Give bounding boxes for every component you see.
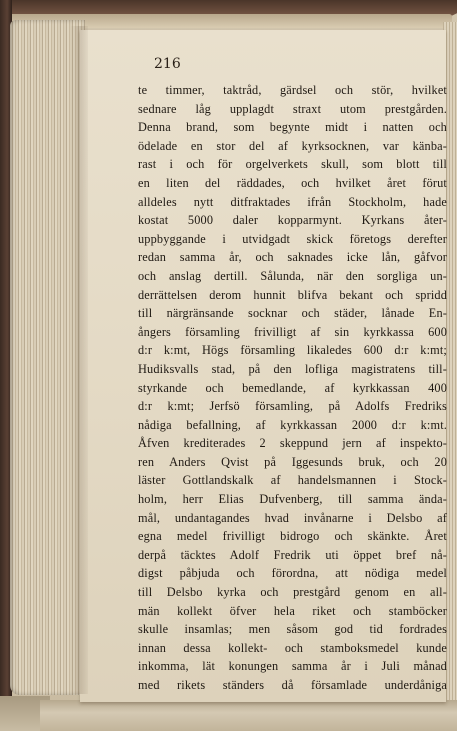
- text-line: en liten del räddades, och hvilket året förut: [138, 175, 447, 190]
- text-line: digst påbjuda och förordna, att nödiga medel: [138, 566, 447, 581]
- text-line: innan dessa kollekt- och stamboksmedel kunde: [138, 640, 447, 655]
- text-line: och anslag dertill. Sålunda, när den sorgliga un-: [138, 268, 447, 283]
- text-line: sednare låg upplagdt straxt utom prestgården.: [138, 101, 447, 116]
- text-line: nådiga befallning, af kyrkkassan 2000 d:r k:mt.: [138, 417, 447, 432]
- text-line: egna medel frivilligt bidrogo och skänkte. Året: [138, 529, 447, 544]
- gutter-shadow: [70, 26, 88, 694]
- text-line: Åfven krediterades 2 skeppund jern af inspekto-: [138, 436, 447, 451]
- text-line: ödelade en stor del af kyrksocknen, var känba-: [138, 138, 447, 153]
- text-line: läster Gottlandskalk af handelsmannen i Stock-: [138, 473, 447, 488]
- text-line: kostat 5000 daler kopparmynt. Kyrkans åter-: [138, 213, 447, 228]
- text-line: d:r k:mt, Högs församling likaledes 600 d:r k:mt;: [138, 343, 447, 358]
- text-line: till närgränsande socknar och städer, lånade En-: [138, 306, 447, 321]
- text-line: rast i och för orgelverkets skull, som blott till: [138, 157, 447, 172]
- text-line: till Delsbo kyrka och prestgård genom en all-: [138, 585, 447, 600]
- text-line: styrkande och bemedlande, af kyrkkassan 400: [138, 380, 447, 395]
- text-line: skulle insamlas; men såsom god tid fordrades: [138, 622, 447, 637]
- text-line: d:r k:mt; Jerfsö församling, på Adolfs Fredriks: [138, 399, 447, 414]
- text-line: holm, herr Elias Dufvenberg, till samma ända-: [138, 492, 447, 507]
- text-line: mål, undantagandes hvad invånarne i Delsbo af: [138, 510, 447, 525]
- text-line: alldeles nytt ditfraktades ifrån Stockholm, hade: [138, 194, 447, 209]
- text-line: ren Anders Qvist på Iggesunds bruk, och 20: [138, 454, 447, 469]
- text-line: redan samma år, och saknades icke lån, gåfvor: [138, 250, 447, 265]
- text-line: Hudiksvalls stad, på den lofliga magistratens till-: [138, 361, 447, 376]
- body-text: [138, 81, 447, 695]
- text-line: män kollekt öfver hela riket och stamböcker: [138, 603, 447, 618]
- text-line: derrättelsen derom hunnit blifva bekant och spridd: [138, 287, 447, 302]
- text-line: inkomma, lät konungen samma år i Juli månad: [138, 659, 447, 674]
- text-line: ångers församling frivilligt af sin kyrkkassa 600: [138, 324, 447, 339]
- page-number: 216: [154, 56, 181, 72]
- text-line: med rikets ständers då församlade underdåniga: [138, 678, 447, 692]
- text-line: derpå täcktes Adolf Fredrik uti öppet bref nå-: [138, 547, 447, 562]
- text-line: Denna brand, som begynte midt i natten och: [138, 120, 447, 135]
- text-line: te timmer, taktråd, gärdsel och stör, hvilket: [138, 83, 447, 97]
- text-line: uppbyggande i utvidgadt skick företogs derefter: [138, 231, 447, 246]
- page-bottom-edge: [40, 700, 457, 731]
